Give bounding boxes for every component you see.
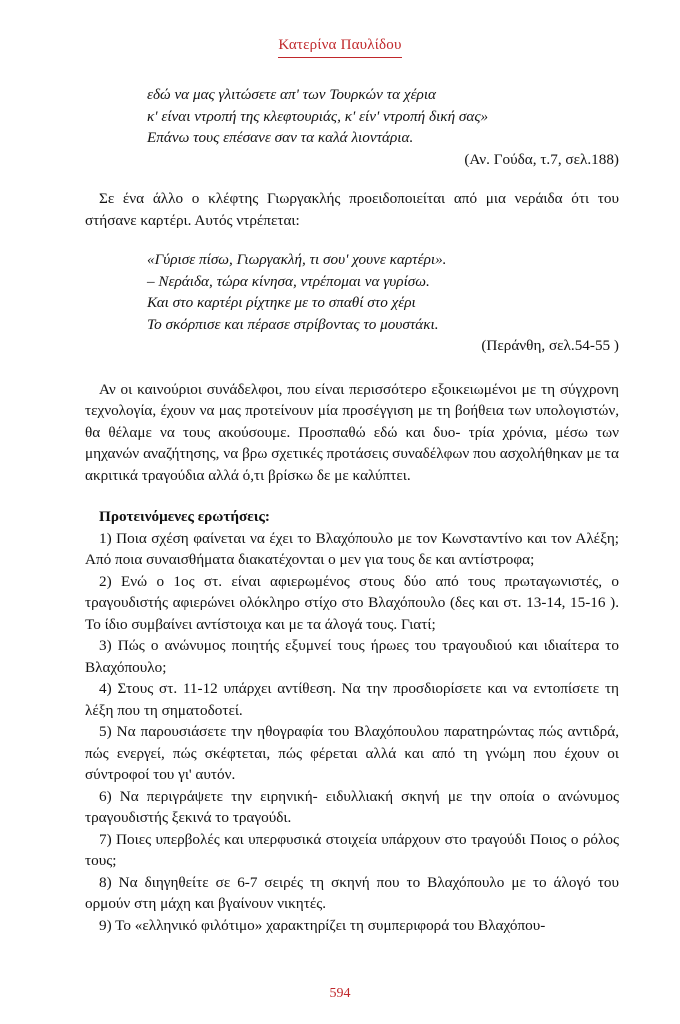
verse-line: εδώ να μας γλιτώσετε απ' των Τουρκών τα χέρια (147, 86, 437, 103)
verse-line: κ' είναι ντροπή της κλεφτουριάς, κ' είν' ντροπή δική σας» (147, 107, 489, 125)
question-item: 8) Να διηγηθείτε σε 6-7 σειρές τη σκηνή που το Βλαχόπουλο με το άλογό του ορμούν στη μάχη και βγαίνουν νικητές. (85, 873, 619, 912)
question-item: 4) Στους στ. 11-12 υπάρχει αντίθεση. Να την προσδιορίσετε και να εντοπίσετε τη λέξη που τη σηματοδοτεί. (85, 680, 619, 719)
question-item: 9) Το «ελληνικό φιλότιμο» χαρακτηρίζει τη συμπεριφορά του Βλαχόπου- (99, 916, 546, 934)
verse-line: – Νεράιδα, τώρα κίνησα, ντρέπομαι να γυρίσω. (147, 272, 430, 290)
verse-citation: (Περάνθη, σελ.54-55 ) (481, 337, 619, 354)
questions-heading: Προτεινόμενες ερωτήσεις: (99, 508, 270, 525)
verse-line: Επάνω τους επέσανε σαν τα καλά λιοντάρια. (147, 129, 414, 146)
body-paragraph: Αν οι καινούριοι συνάδελφοι, που είναι περισσότερο εξοικειωμένοι με τη σύγχρονη τεχνολογία, έχουν να μας προτείνουν μία προσέγγιση με τη βοήθεια των υπολογιστών, θα θέλαμε να τους ακούσουμε. Προσπαθώ εδώ και δυο- τρία χρόνια, μέσω των μηχανών αναζήτησης, να βρω σχετικές προτάσεις συναδέλφων που ασχολήθηκαν με τα ακριτικά τραγούδια αλλά ό,τι βρίσκω δε με καλύπτει. (85, 380, 619, 484)
page-number: 594 (329, 986, 351, 1001)
verse-citation: (Αν. Γούδα, τ.7, σελ.188) (464, 150, 619, 168)
verse-line: «Γύρισε πίσω, Γιωργακλή, τι σου' χουνε καρτέρι». (147, 251, 447, 268)
verse-line: Και στο καρτέρι ρίχτηκε με το σπαθί στο χέρι (147, 294, 416, 311)
question-item: 6) Να περιγράψετε την ειρηνική- ειδυλλιακή σκηνή με την οποία ο ανώνυμος τραγουδιστής ξεκινά το τραγούδι. (85, 787, 619, 826)
question-item: 2) Ενώ ο 1ος στ. είναι αφιερωμένος στους δύο από τους πρωταγωνιστές, ο τραγουδιστής αφιερώνει ολόκληρο στίχο στο Βλαχόπουλο (δες και στ. 13-14, 15-16 ). Το ίδιο συμβαίνει αντίστοιχα και με τα άλογά τους. Γιατί; (85, 572, 619, 633)
question-item: 7) Ποιες υπερβολές και υπερφυσικά στοιχεία υπάρχουν στο τραγούδι Ποιος ο ρόλος τους; (85, 830, 619, 869)
verse-block-1 (147, 84, 619, 170)
body-paragraph: Σε ένα άλλο ο κλέφτης Γιωργακλής προειδοποιείται από μια νεράιδα ότι του στήσανε καρτέρι. Αυτός ντρέπεται: (85, 190, 619, 229)
question-item: 5) Να παρουσιάσετε την ηθογραφία του Βλαχόπουλου παρατηρώντας πώς αντιδρά, πώς ενεργεί, πώς σκέφτεται, πώς φέρεται αλλά και από τη γνώμη που έχουν οι σύντροφοί του γι' αυτόν. (85, 723, 619, 783)
question-item: 1) Ποια σχέση φαίνεται να έχει το Βλαχόπουλο με τον Κωνσταντίνο και τον Αλέξη; Από ποια συναισθήματα διακατέχονται ο μεν για τους δε και αντίστροφα; (85, 529, 619, 568)
verse-line: Το σκόρπισε και πέρασε στρίβοντας το μουστάκι. (147, 315, 439, 333)
running-header (0, 36, 680, 58)
question-item: 3) Πώς ο ανώνυμος ποιητής εξυμνεί τους ήρωες του τραγουδιού και ιδιαίτερα το Βλαχόπουλο; (85, 637, 619, 676)
verse-block-2 (147, 249, 619, 357)
page-body (85, 84, 619, 936)
header-author-name: Κατερίνα Παυλίδου (278, 37, 401, 58)
